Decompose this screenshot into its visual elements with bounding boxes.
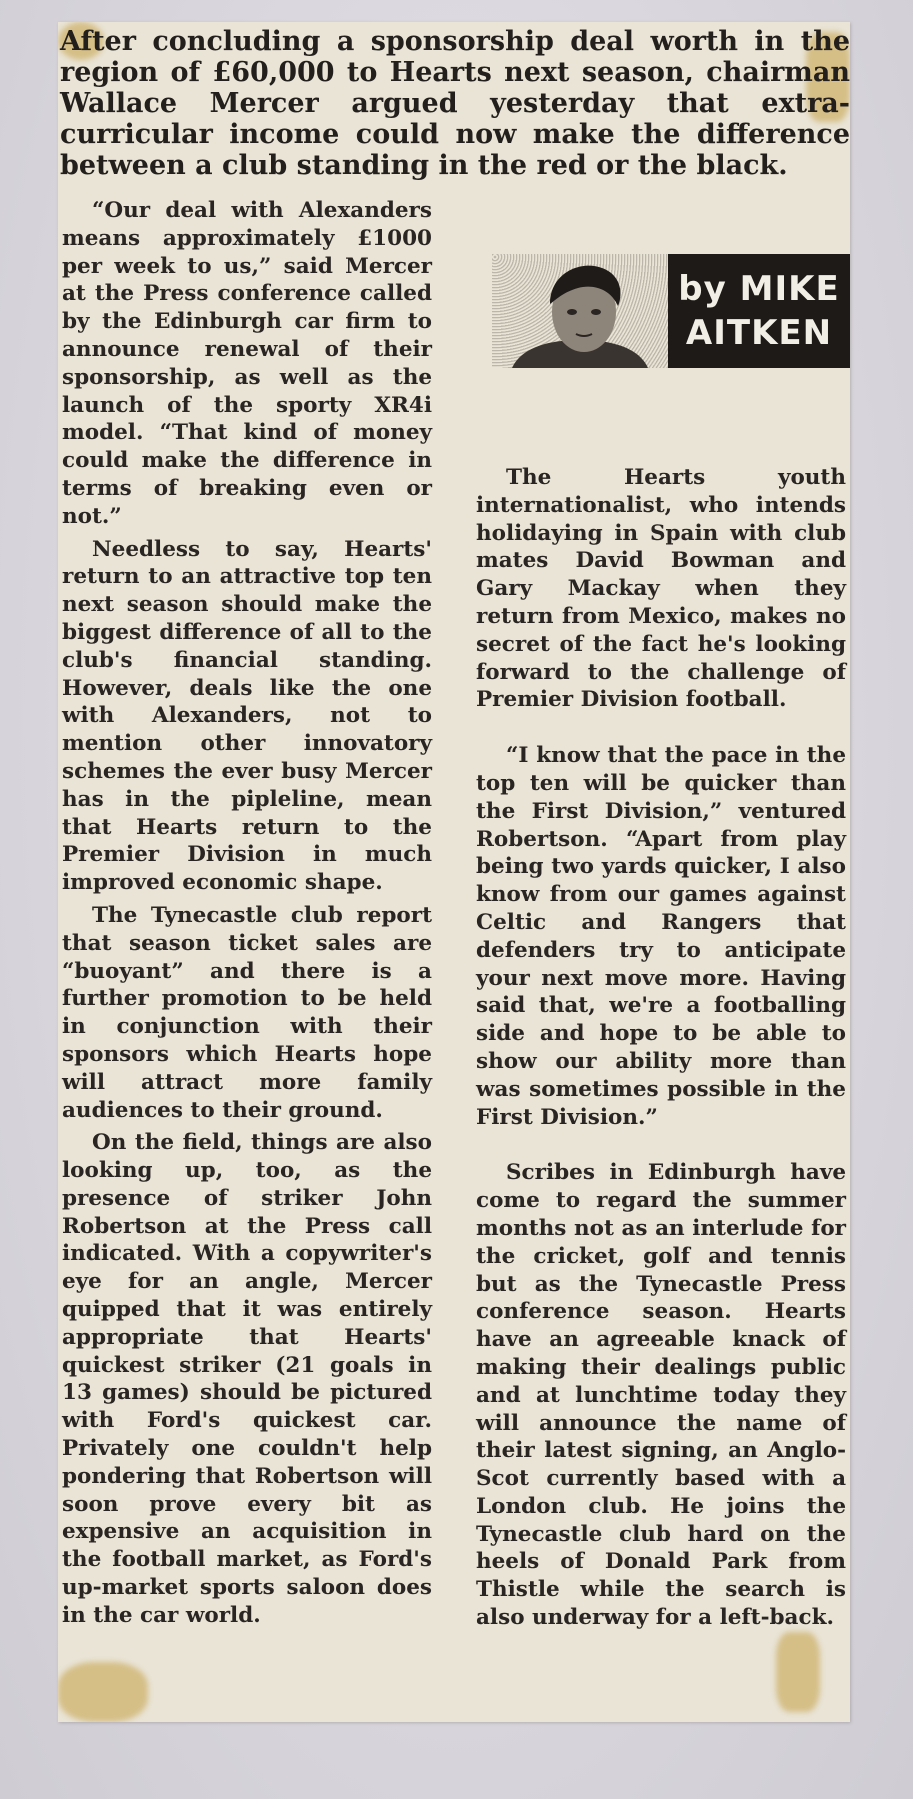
byline-text	[668, 267, 850, 355]
byline-prefix: by MIKE	[678, 269, 840, 309]
newspaper-clipping	[58, 22, 850, 1722]
author-portrait	[492, 254, 668, 368]
byline-surname: AITKEN	[685, 313, 833, 353]
article-paragraph: “Our deal with Alexanders means approximately £1000 per week to us,” said Mercer at the Press conference called by the Edinburgh car firm to announce renewal of their sponsorship, as well as the launch of the sporty XR4i model. “That kind of money could make the difference in terms of breaking even or not.”	[62, 198, 432, 529]
article-paragraph: Scribes in Edinburgh have come to regard the summer months not as an interlude for the cricket, golf and tennis but as the Tynecastle Press conference season. Hearts have an agreeable knack of making their dealings public and at lunchtime today they will announce the name of their latest signing, an Anglo-Scot currently based with a London club. He joins the Tynecastle club hard on the heels of Donald Park from Thistle while the search is also underway for a left-back.	[476, 1160, 846, 1631]
glue-stain	[58, 1662, 148, 1722]
article-paragraph: The Tynecastle club report that season ticket sales are “buoyant” and there is a further promotion to be held in conjunction with their sponsors which Hearts hope will attract more family audiences to their ground.	[62, 902, 432, 1123]
article-right-column	[476, 464, 846, 1660]
author-photo-icon	[492, 254, 668, 368]
article-paragraph: “I know that the pace in the top ten will be quicker than the First Division,” ventured Robertson. “Apart from play being two yards quicker, I also know from our games against Celtic and Rangers that defenders try to anticipate your next move more. Having said that, we're a footballing side and hope to be able to show our ability more than was sometimes possible in the First Division.”	[476, 743, 846, 1130]
article-paragraph: Needless to say, Hearts' return to an attractive top ten next season should make the biggest difference of all to the club's financial standing. However, deals like the one with Alexanders, not to mention other innovatory schemes the ever busy Mercer has in the pipleline, mean that Hearts return to the Premier Division in much improved economic shape.	[62, 536, 432, 896]
article-left-column	[62, 197, 432, 1635]
article-paragraph: On the field, things are also looking up, too, as the presence of striker John Robertson at the Press call indicated. With a copywriter's eye for an angle, Mercer quipped that it was entirely appropriate that Hearts' quickest striker (21 goals in 13 games) should be pictured with Ford's quickest car. Privately one couldn't help pondering that Robertson will soon prove every bit as expensive an acquisition in the football market, as Ford's up-market sports saloon does in the car world.	[62, 1130, 432, 1628]
article-paragraph: The Hearts youth internationalist, who intends holidaying in Spain with club mates David Bowman and Gary Mackay when they return from Mexico, makes no secret of the fact he's looking forward to the challenge of Premier Division football.	[476, 465, 846, 713]
byline-box	[492, 254, 850, 368]
article-intro: After concluding a sponsorship deal worth in the region of £60,000 to Hearts next season, chairman Wallace Mercer argued yesterday that extra-curricular income could now make the difference between a club standing in the red or the black.	[60, 26, 850, 181]
